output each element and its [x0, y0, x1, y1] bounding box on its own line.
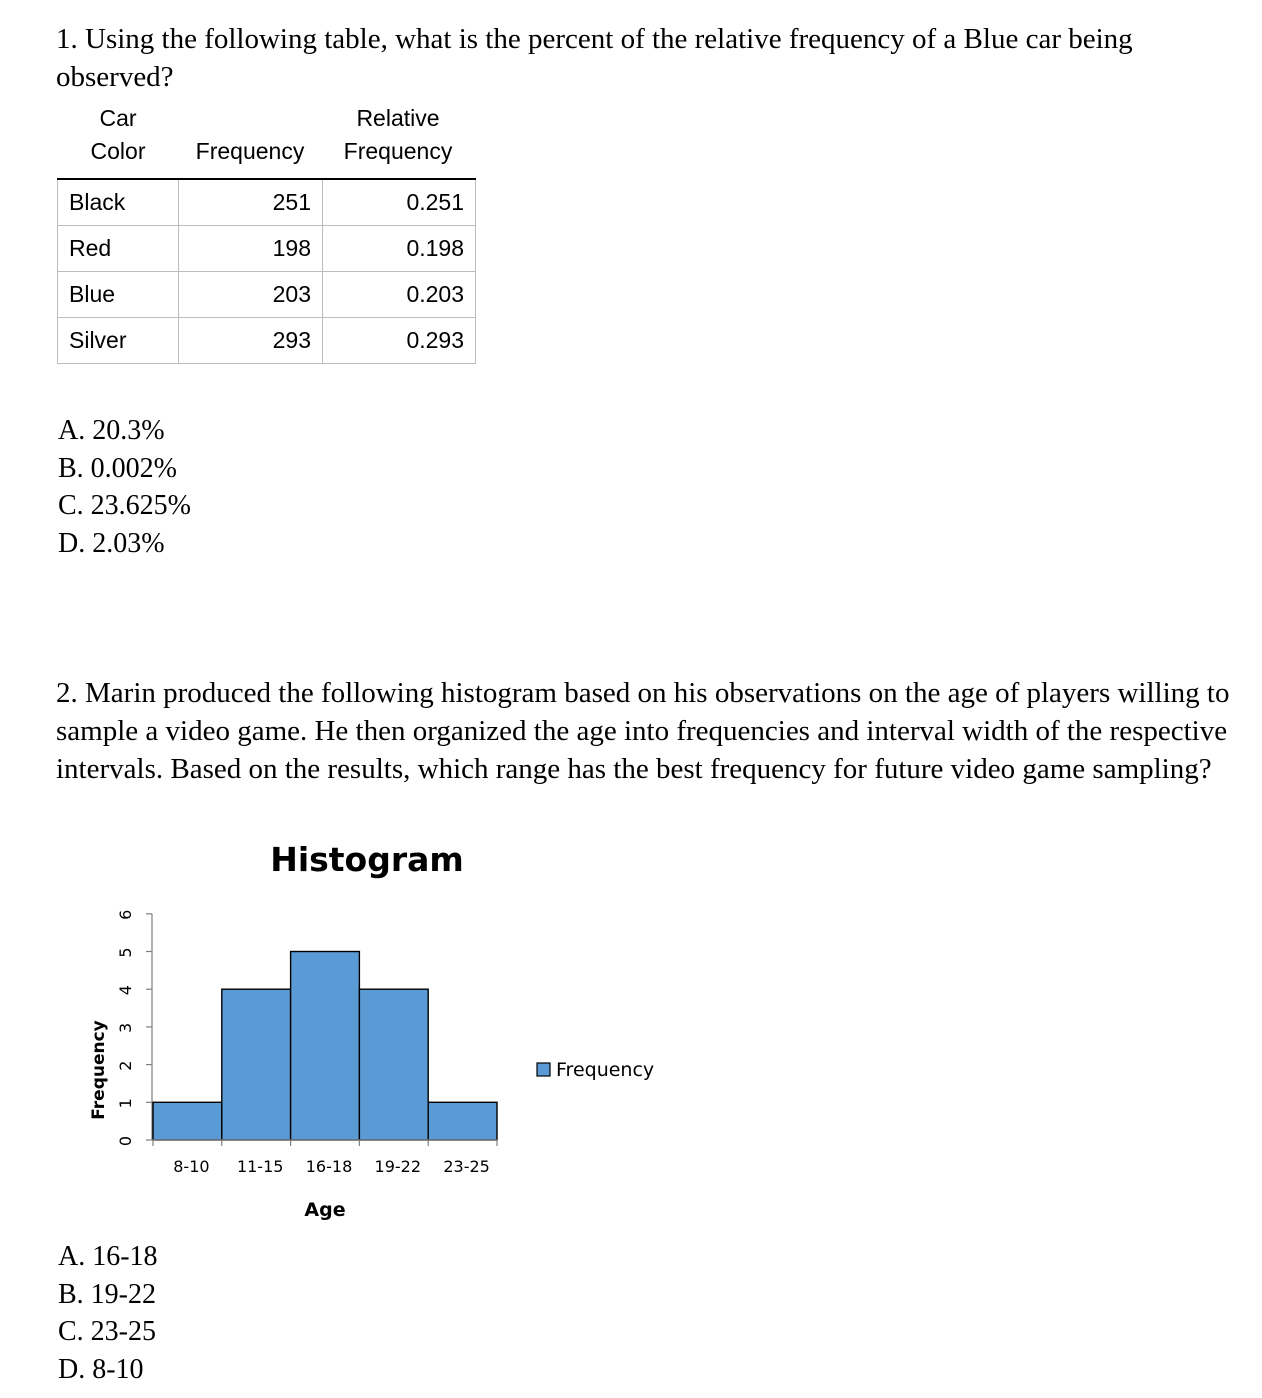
cell-color: Blue	[58, 271, 179, 317]
answer-option-b[interactable]: B. 19-22	[58, 1278, 156, 1310]
y-tick-label: 4	[116, 985, 135, 996]
y-axis	[116, 910, 152, 1146]
cell-color: Silver	[58, 317, 179, 363]
y-tick-label: 0	[116, 1135, 135, 1147]
header-line: Color	[90, 138, 146, 164]
question-1-text: 1. Using the following table, what is the percent of the relative frequency of a Blue car being observed?	[56, 23, 1133, 93]
histogram-bar	[153, 1102, 222, 1140]
histogram-bar	[359, 989, 428, 1140]
header-line: Relative	[356, 105, 440, 131]
cell-frequency: 293	[179, 317, 323, 363]
histogram-bar	[428, 1102, 497, 1140]
x-axis	[152, 1140, 497, 1176]
cell-relative-frequency: 0.203	[323, 271, 476, 317]
table-row	[58, 271, 476, 317]
table-row	[58, 225, 476, 271]
y-tick-label: 5	[116, 947, 135, 958]
y-axis-label: Frequency	[89, 1020, 109, 1120]
answer-option-c[interactable]: C. 23-25	[58, 1316, 156, 1347]
y-tick-label: 6	[116, 909, 135, 920]
answer-option-b[interactable]: B. 0.002%	[58, 452, 177, 484]
table-header-relative-frequency	[322, 102, 474, 168]
cell-relative-frequency: 0.198	[323, 225, 476, 271]
histogram-bars	[153, 952, 497, 1141]
question-2-options	[58, 1238, 158, 1388]
x-tick-label: 19-22	[374, 1157, 422, 1176]
chart-title: Histogram	[270, 840, 464, 879]
table-row	[58, 317, 476, 363]
question-1-options	[58, 412, 191, 562]
chart-legend	[537, 1059, 654, 1081]
histogram-bar	[222, 989, 291, 1140]
table-header-car-color	[58, 102, 178, 168]
table-header-frequency	[178, 135, 322, 168]
answer-option-d[interactable]: D. 2.03%	[58, 527, 165, 559]
x-tick-label: 16-18	[305, 1157, 353, 1176]
y-tick-label: 1	[116, 1098, 135, 1109]
histogram-chart	[0, 830, 760, 1230]
car-color-table	[57, 178, 476, 364]
cell-frequency: 203	[179, 271, 323, 317]
question-2-text: 2. Marin produced the following histogram based on his observations on the age of players willing to sample a video game. He then organized the age into frequencies and interval width of the respective intervals. Based on the results, which range has the best frequency for future video game sampling?	[56, 677, 1230, 785]
cell-frequency: 251	[179, 179, 323, 225]
answer-option-c[interactable]: C. 23.625%	[58, 490, 191, 521]
x-tick-label: 8-10	[173, 1157, 210, 1176]
cell-frequency: 198	[179, 225, 323, 271]
header-line: Car	[99, 105, 137, 131]
y-tick-label: 3	[116, 1022, 135, 1033]
answer-option-a[interactable]: A. 16-18	[58, 1241, 158, 1272]
answer-option-d[interactable]: D. 8-10	[58, 1353, 144, 1385]
header-line: Frequency	[195, 138, 305, 164]
answer-option-a[interactable]: A. 20.3%	[58, 415, 165, 446]
header-line: Frequency	[343, 138, 453, 164]
cell-relative-frequency: 0.293	[323, 317, 476, 363]
legend-swatch	[537, 1063, 550, 1076]
x-axis-label: Age	[304, 1199, 346, 1221]
table-row	[58, 179, 476, 225]
x-tick-label: 11-15	[236, 1157, 284, 1176]
cell-color: Black	[58, 179, 179, 225]
x-tick-label: 23-25	[443, 1157, 490, 1176]
cell-relative-frequency: 0.251	[323, 179, 476, 225]
cell-color: Red	[58, 225, 179, 271]
legend-label: Frequency	[556, 1059, 655, 1081]
histogram-bar	[291, 952, 360, 1141]
y-tick-label: 2	[116, 1060, 135, 1071]
